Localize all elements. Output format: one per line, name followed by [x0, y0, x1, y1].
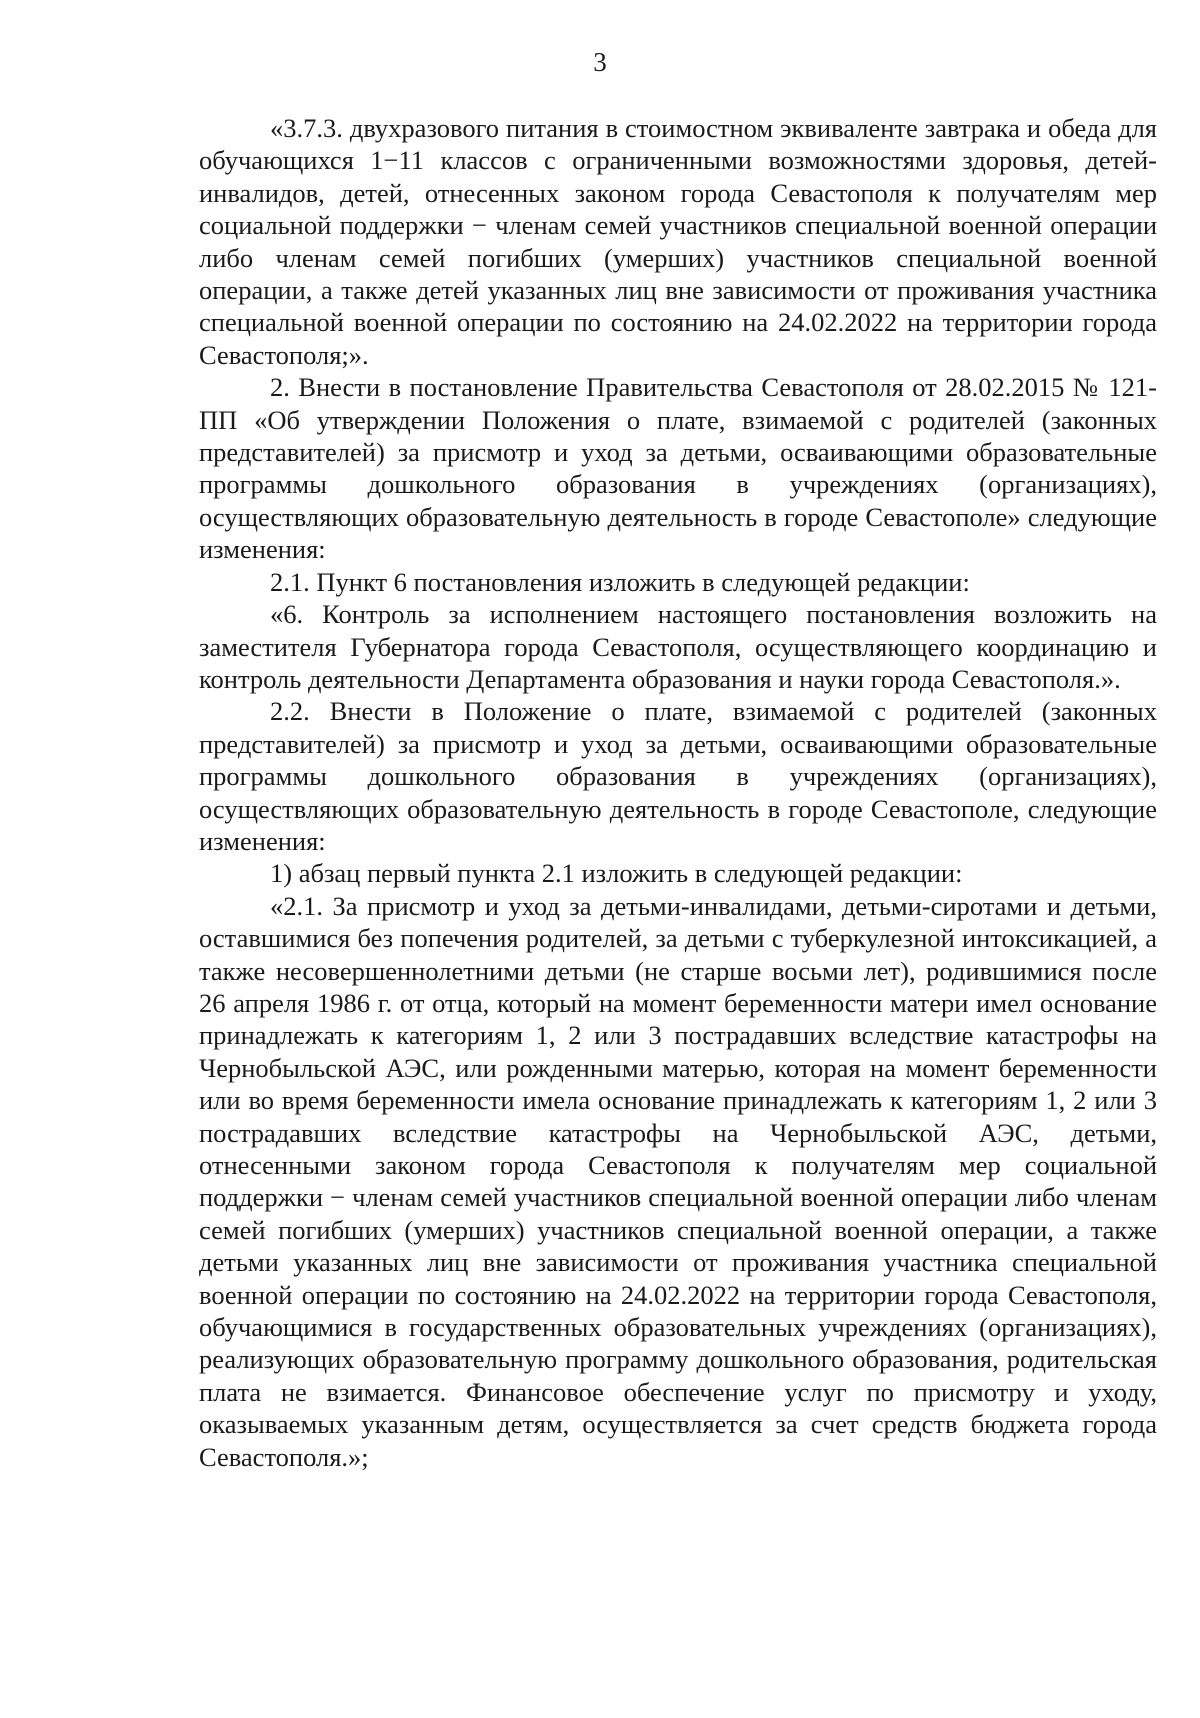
page-number: 3	[593, 47, 607, 77]
paragraph-2-1-text: «2.1. За присмотр и уход за детьми-инвалидами, детьми-сиротами и детьми, оставшимися без попечения родителей, за детьми с туберкулезной интоксикацией, а также несовершеннолетними детьми (не старше восьми лет), родившимися после 26 апреля 1986 г. от отца, который на момент беременности матери имел основание принадлежать к категориям 1, 2 или 3 пострадавших вследствие катастрофы на Чернобыльской АЭС, или рожденными матерью, которая на момент беременности или во время беременности имела основание принадлежать к категориям 1, 2 или 3 пострадавших вследствие катастрофы на Чернобыльской АЭС, детьми, отнесенными законом города Севастополя к получателям мер социальной поддержки − членам семей участников специальной военной операции либо членам семей погибших (умерших) участников специальной военной операции, а также детьми указанных лиц вне зависимости от проживания участника специальной военной операции по состоянию на 24.02.2022 на территории города Севастополя, обучающимися в государственных образовательных учреждениях (организациях), реализующих образовательную программу дошкольного образования, родительская плата не взимается. Финансовое обеспечение услуг по присмотру и уходу, оказываемых указанным детям, осуществляется за счет средств бюджета города Севастополя.»;	[199, 890, 1157, 1472]
paragraph-point-6: «6. Контроль за исполнением настоящего постановления возложить на заместителя Губернатора города Севастополя, осуществляющего координацию и контроль деятельности Департамента образования и науки города Севастополя.».	[199, 599, 1157, 694]
paragraph-3-7-3: «3.7.3. двухразового питания в стоимостном эквиваленте завтрака и обеда для обучающихся 1−11 классов с ограниченными возможностями здоровья, детей-инвалидов, детей, отнесенных законом города Севастополя к получателям мер социальной поддержки − членам семей участников специальной военной операции либо членам семей погибших (умерших) участников специальной военной операции, а также детей указанных лиц вне зависимости от проживания участника специальной военной операции по состоянию на 24.02.2022 на территории города Севастополя;».	[199, 113, 1157, 370]
paragraph-item-2: 2. Внести в постановление Правительства Севастополя от 28.02.2015 № 121-ПП «Об утверждении Положения о плате, взимаемой с родителей (законных представителей) за присмотр и уход за детьми, осваивающими образовательные программы дошкольного образования в учреждениях (организациях), осуществляющих образовательную деятельность в городе Севастополе» следующие изменения:	[199, 372, 1157, 565]
paragraph-subitem-1: 1) абзац первый пункта 2.1 изложить в следующей редакции:	[270, 858, 963, 889]
paragraph-item-2-1: 2.1. Пункт 6 постановления изложить в следующей редакции:	[270, 566, 970, 597]
document-body	[199, 112, 1157, 1473]
paragraph-item-2-2: 2.2. Внести в Положение о плате, взимаемой с родителей (законных представителей) за присмотр и уход за детьми, осваивающими образовательные программы дошкольного образования в учреждениях (организациях), осуществляющих образовательную деятельность в городе Севастополе, следующие изменения:	[199, 696, 1157, 856]
